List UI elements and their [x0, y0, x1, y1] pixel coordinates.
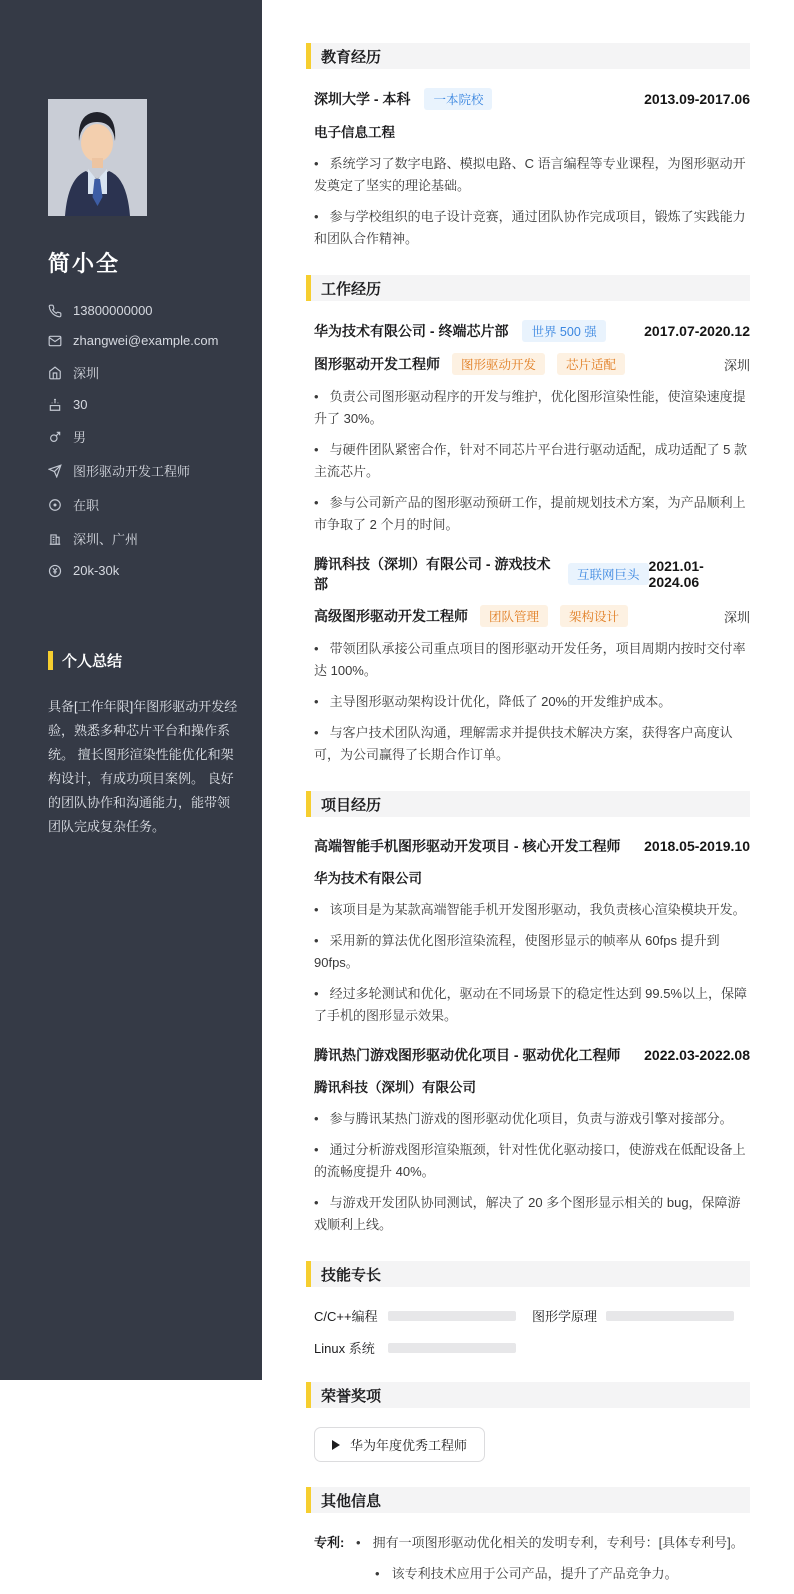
section-header-honors — [306, 1382, 750, 1408]
bullet-item: • 参与学校组织的电子设计竞赛，通过团队协作完成项目，锻炼了实践能力和团队合作精神。 — [314, 206, 750, 250]
project-entry — [314, 1045, 750, 1236]
accent-bar — [306, 43, 311, 69]
section-title-education: 教育经历 — [321, 48, 382, 66]
section-title-work: 工作经历 — [321, 280, 382, 298]
accent-bar — [306, 1382, 311, 1408]
project-entry — [314, 836, 750, 1027]
profile-photo — [48, 99, 147, 216]
project-company: 华为技术有限公司 — [314, 871, 422, 886]
work-entry — [314, 320, 750, 536]
bullet-item: • 与硬件团队紧密合作，针对不同芯片平台进行驱动适配，成功适配了 5 款主流芯片。 — [314, 439, 750, 483]
company-name: 腾讯科技（深圳）有限公司 - 游戏技术部 — [314, 556, 551, 592]
section-title-honors: 荣誉奖项 — [321, 1387, 382, 1405]
skill-item — [532, 1306, 750, 1325]
bullet-item: • 参与腾讯某热门游戏的图形驱动优化项目，负责与游戏引擎对接部分。 — [314, 1108, 750, 1130]
contact-item-phone — [48, 303, 240, 318]
role-tag: 图形驱动开发 — [452, 353, 545, 375]
role-tag: 芯片适配 — [557, 353, 625, 375]
major-name: 电子信息工程 — [314, 125, 395, 140]
salary-icon — [48, 564, 62, 578]
company-name: 华为技术有限公司 - 终端芯片部 — [314, 323, 509, 339]
bullet-item: • 该项目是为某款高端智能手机开发图形驱动，我负责核心渲染模块开发。 — [314, 899, 750, 921]
company-tag: 互联网巨头 — [568, 563, 649, 585]
accent-bar — [306, 1261, 311, 1287]
bullet-item: • 带领团队承接公司重点项目的图形驱动开发任务，项目周期内按时交付率达 100%。 — [314, 638, 750, 682]
project-bullets — [314, 899, 750, 1027]
skills-grid — [314, 1306, 750, 1357]
skill-label: 图形学原理 — [532, 1309, 598, 1324]
bullet-item: • 与游戏开发团队协同测试，解决了 20 多个图形显示相关的 bug，保障游戏顺利上线。 — [314, 1192, 750, 1236]
candidate-name: 简小全 — [48, 251, 121, 276]
contact-list — [48, 303, 240, 578]
bullet-item: • 系统学习了数字电路、模拟电路、C 语言编程等专业课程，为图形驱动开发奠定了坚实的理论基础。 — [314, 153, 750, 197]
contact-text-gender: 男 — [73, 430, 87, 445]
bullet-item: • 采用新的算法优化图形渲染流程，使图形显示的帧率从 60fps 提升到 90fps。 — [314, 930, 750, 974]
section-skills — [306, 1261, 750, 1357]
project-title: 高端智能手机图形驱动开发项目 - 核心开发工程师 — [314, 838, 621, 854]
bullet-item: • 通过分析游戏图形渲染瓶颈，针对性优化驱动接口，使游戏在低配设备上的流畅度提升 40%。 — [314, 1139, 750, 1183]
contact-text-age: 30 — [73, 397, 88, 412]
company-tag: 世界 500 强 — [522, 320, 605, 342]
accent-bar — [306, 791, 311, 817]
skill-label: Linux 系统 — [314, 1341, 375, 1356]
contact-item-gender — [48, 427, 240, 446]
education-bullets — [314, 153, 750, 250]
education-entry-header — [314, 88, 750, 110]
sidebar — [0, 0, 262, 1380]
status-icon — [48, 498, 62, 512]
section-title-skills: 技能专长 — [321, 1266, 382, 1284]
section-projects — [306, 791, 750, 1236]
section-work — [306, 275, 750, 766]
skill-bar — [388, 1343, 516, 1353]
contact-item-location — [48, 363, 240, 382]
accent-bar — [48, 651, 53, 670]
contact-item-cities — [48, 529, 240, 548]
resume-main — [262, 0, 794, 1581]
skill-label: C/C++编程 — [314, 1309, 378, 1324]
honor-label: 华为年度优秀工程师 — [350, 1438, 468, 1453]
contact-item-status — [48, 495, 240, 514]
work-location: 深圳 — [723, 609, 750, 625]
bullet-item: • 该专利技术应用于公司产品，提升了产品竞争力。 — [375, 1563, 750, 1585]
section-other — [306, 1487, 750, 1594]
education-date: 2013.09-2017.06 — [644, 91, 750, 107]
contact-item-email — [48, 333, 240, 348]
bullet-item: • 与客户技术团队沟通，理解需求并提供技术解决方案，获得客户高度认可，为公司赢得了长期合作订单。 — [314, 722, 750, 766]
contact-text-phone: 13800000000 — [73, 303, 153, 318]
work-date: 2017.07-2020.12 — [644, 323, 750, 339]
job-intention-icon — [48, 464, 62, 478]
role-title: 高级图形驱动开发工程师 — [314, 608, 468, 624]
section-title-projects: 项目经历 — [321, 796, 382, 814]
play-icon — [332, 1440, 340, 1450]
accent-bar — [306, 275, 311, 301]
portrait-placeholder — [48, 99, 147, 216]
project-date: 2022.03-2022.08 — [644, 1047, 750, 1063]
skill-item — [314, 1338, 532, 1357]
contact-text-status: 在职 — [73, 498, 100, 513]
work-entry — [314, 554, 750, 766]
work-bullets — [314, 638, 750, 766]
accent-bar — [306, 1487, 311, 1513]
contact-text-salary: 20k-30k — [73, 563, 120, 578]
work-date: 2021.01-2024.06 — [648, 558, 704, 590]
personal-summary-section — [48, 650, 240, 839]
contact-item-job-intention — [48, 461, 240, 480]
email-icon — [48, 334, 62, 348]
work-bullets — [314, 386, 750, 536]
work-location: 深圳 — [723, 357, 750, 373]
contact-text-location: 深圳 — [73, 366, 100, 381]
contact-item-salary — [48, 563, 240, 578]
project-bullets — [314, 1108, 750, 1236]
section-header-education — [306, 43, 750, 69]
section-education — [306, 43, 750, 250]
section-honors — [306, 1382, 750, 1462]
project-company: 腾讯科技（深圳）有限公司 — [314, 1080, 476, 1095]
skill-bar — [388, 1311, 516, 1321]
section-title-other: 其他信息 — [321, 1492, 382, 1510]
other-info-label: 专利: — [314, 1535, 345, 1550]
role-title: 图形驱动开发工程师 — [314, 356, 440, 372]
summary-text: 具备[工作年限]年图形驱动开发经验，熟悉多种芯片平台和操作系统。 擅长图形渲染性能优化和架构设计，有成功项目案例。 良好的团队协作和沟通能力，能带领团队完成复杂任务。 — [48, 699, 238, 834]
contact-text-job-intention: 图形驱动开发工程师 — [73, 464, 191, 479]
summary-title: 个人总结 — [62, 653, 123, 670]
contact-text-cities: 深圳、广州 — [73, 532, 139, 547]
role-tag: 架构设计 — [560, 605, 628, 627]
age-icon — [48, 398, 62, 412]
honor-chip[interactable] — [314, 1427, 485, 1462]
bullet-item: • 主导图形驱动架构设计优化，降低了 20%的开发维护成本。 — [314, 691, 750, 713]
home-icon — [48, 366, 62, 380]
skill-item — [314, 1306, 532, 1325]
contact-item-age — [48, 397, 240, 412]
bullet-item: • 经过多轮测试和优化，驱动在不同场景下的稳定性达到 99.5%以上，保障了手机的图形显示效果。 — [314, 983, 750, 1027]
bullet-item: • 负责公司图形驱动程序的开发与维护，优化图形渲染性能，使渲染速度提升了 30%。 — [314, 386, 750, 430]
skill-bar — [606, 1311, 734, 1321]
city-icon — [48, 532, 62, 546]
section-header-work — [306, 275, 750, 301]
section-header-other — [306, 1487, 750, 1513]
section-header-projects — [306, 791, 750, 817]
other-info-bullets — [356, 1532, 750, 1594]
project-date: 2018.05-2019.10 — [644, 838, 750, 854]
gender-icon — [48, 430, 62, 444]
section-header-skills — [306, 1261, 750, 1287]
school-name: 深圳大学 - 本科 — [314, 91, 411, 107]
bullet-item: • 拥有一项图形驱动优化相关的发明专利，专利号：[具体专利号]。 — [356, 1532, 750, 1554]
bullet-item: • 参与公司新产品的图形驱动预研工作，提前规划技术方案，为产品顺利上市争取了 2 个月的时间。 — [314, 492, 750, 536]
phone-icon — [48, 304, 62, 318]
role-tag: 团队管理 — [480, 605, 548, 627]
school-tag: 一本院校 — [424, 88, 492, 110]
contact-text-email: zhangwei@example.com — [73, 333, 219, 348]
project-title: 腾讯热门游戏图形驱动优化项目 - 驱动优化工程师 — [314, 1047, 621, 1063]
